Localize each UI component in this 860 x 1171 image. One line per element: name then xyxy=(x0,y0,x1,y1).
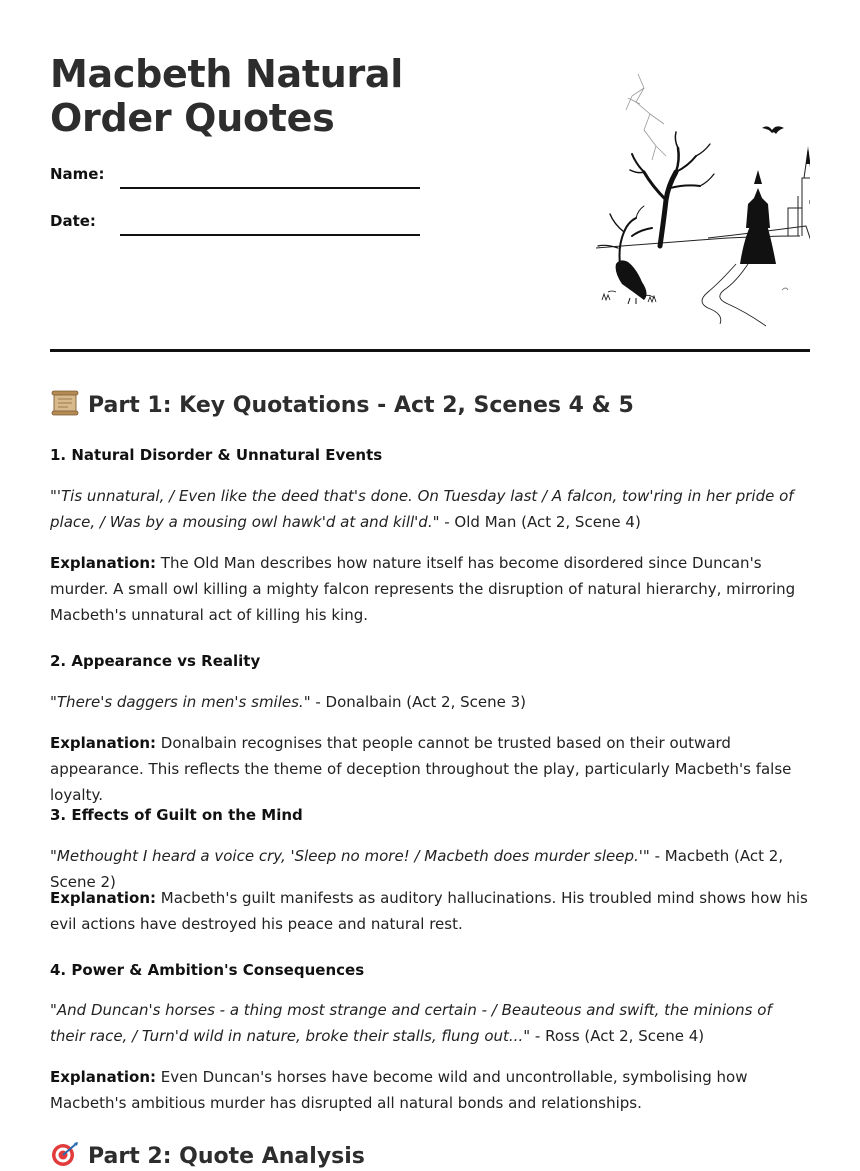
macbeth-castle-illustration xyxy=(540,68,810,330)
explanation-text: Even Duncan's horses have become wild and uncontrollable, symbolising how Macbeth's ambitious murder has disrupted all natural bonds and relationships. xyxy=(50,1068,748,1112)
quote-attribution: - Old Man (Act 2, Scene 4) xyxy=(439,513,641,531)
explanation-text: Donalbain recognises that people cannot be trusted based on their outward appearance. This reflects the theme of deception throughout the play, particularly Macbeth's false loyalty. xyxy=(50,734,792,804)
quote-explanation xyxy=(50,550,810,628)
worksheet-page xyxy=(50,0,810,1169)
explanation-label: Explanation: xyxy=(50,889,157,907)
explanation-text: Macbeth's guilt manifests as auditory hallucinations. His troubled mind shows how his evil actions have destroyed his peace and natural rest. xyxy=(50,889,808,933)
name-label: Name: xyxy=(50,165,105,183)
worksheet-header xyxy=(50,0,810,352)
quote-text xyxy=(50,997,810,1049)
quote-attribution: - Ross (Act 2, Scene 4) xyxy=(530,1027,705,1045)
quote-text xyxy=(50,483,810,535)
date-field[interactable] xyxy=(50,212,420,242)
quote-heading: 2. Appearance vs Reality xyxy=(50,652,261,670)
quote-passage: "There's daggers in men's smiles." xyxy=(50,693,311,711)
quote-text xyxy=(50,689,810,715)
part2-heading xyxy=(50,1141,365,1171)
quote-attribution: - Donalbain (Act 2, Scene 3) xyxy=(310,693,527,711)
page-title: Macbeth Natural Order Quotes xyxy=(50,52,403,140)
quote-passage: "Methought I heard a voice cry, 'Sleep no more! / Macbeth does murder sleep.'" xyxy=(50,847,650,865)
date-label: Date: xyxy=(50,212,96,230)
quote-attribution: - Macbeth (Act 2, Scene 2) xyxy=(50,847,784,891)
quote-passage: "'Tis unnatural, / Even like the deed that's done. On Tuesday last / A falcon, tow'ring in her pride of place, / Was by a mousing owl hawk'd at and kill'd." xyxy=(50,487,794,531)
quote-heading: 1. Natural Disorder & Unnatural Events xyxy=(50,446,383,464)
explanation-label: Explanation: xyxy=(50,734,157,752)
explanation-label: Explanation: xyxy=(50,1068,157,1086)
quote-explanation xyxy=(50,1064,810,1116)
explanation-text: The Old Man describes how nature itself has become disordered since Duncan's murder. A small owl killing a mighty falcon represents the disruption of natural hierarchy, mirroring Macbeth's unnatural act of killing his king. xyxy=(50,554,796,624)
part1-heading-text: Part 1: Key Quotations - Act 2, Scenes 4 & 5 xyxy=(88,393,634,418)
name-field[interactable] xyxy=(50,165,420,195)
scroll-icon xyxy=(50,390,80,416)
quote-heading: 3. Effects of Guilt on the Mind xyxy=(50,806,303,824)
quote-passage: "And Duncan's horses - a thing most strange and certain - / Beauteous and swift, the minions of their race, / Turn'd wild in nature, broke their stalls, flung out..." xyxy=(50,1001,772,1045)
header-divider xyxy=(50,349,810,352)
target-icon xyxy=(50,1141,80,1167)
part2-heading-text: Part 2: Quote Analysis xyxy=(88,1144,365,1169)
quote-explanation xyxy=(50,885,810,937)
quote-heading: 4. Power & Ambition's Consequences xyxy=(50,961,365,979)
date-input-line[interactable] xyxy=(120,234,420,236)
quote-explanation xyxy=(50,730,810,808)
part1-heading xyxy=(50,390,634,420)
name-input-line[interactable] xyxy=(120,187,420,189)
explanation-label: Explanation: xyxy=(50,554,157,572)
